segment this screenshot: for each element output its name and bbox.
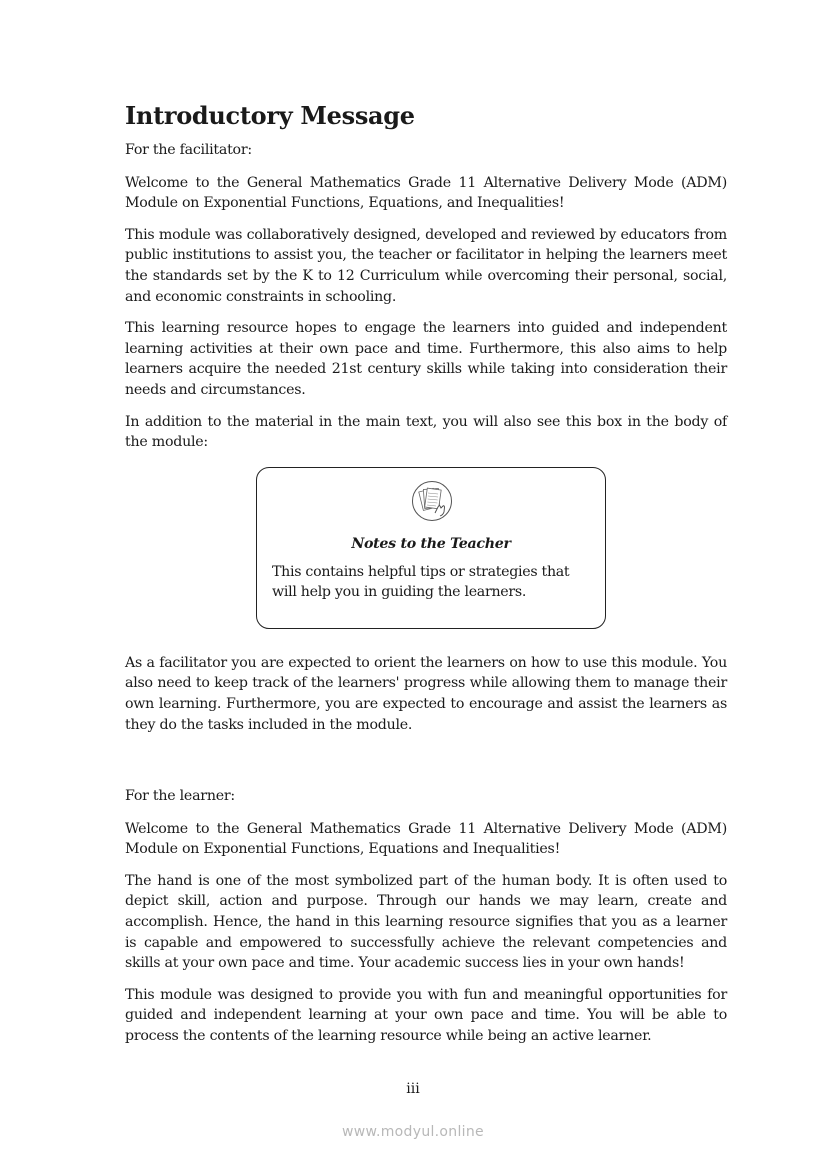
facilitator-paragraph-2: This module was collaboratively designed, developed and reviewed by educators from public institutions to assist you, the teacher or facilitator in helping the learners meet the standards set by the K to 12 Curriculum while overcoming their personal, social, and economic constraints in schooling.: [125, 226, 727, 305]
facilitator-paragraph-5: As a facilitator you are expected to orient the learners on how to use this module. You also need to keep track of the learners' progress while allowing them to manage their own learning. Furthermore, you are expected to encourage and assist the learners as they do the tasks included in the module.: [125, 654, 727, 733]
notes-box-text: This contains helpful tips or strategies that will help you in guiding the learners.: [272, 563, 570, 601]
page-title: Introductory Message: [125, 101, 415, 130]
learner-heading: For the learner:: [125, 788, 235, 805]
facilitator-paragraph-3: This learning resource hopes to engage the learners into guided and independent learning activities at their own pace and time. Furthermore, this also aims to help learners acquire the needed 21st century skills while taking into consideration their needs and circumstances.: [125, 320, 727, 398]
notes-to-teacher-box: [256, 467, 606, 629]
facilitator-paragraph-1: Welcome to the General Mathematics Grade 11 Alternative Delivery Mode (ADM) Module on Exponential Functions, Equations, and Inequalities!: [125, 174, 727, 212]
notes-hand-icon: [411, 480, 453, 522]
notes-box-title: Notes to the Teacher: [351, 535, 511, 552]
learner-paragraph-3: This module was designed to provide you with fun and meaningful opportunities for guided and independent learning at your own pace and time. You will be able to process the contents of the learning resource while being an active learner.: [125, 986, 727, 1045]
facilitator-paragraph-4: In addition to the material in the main text, you will also see this box in the body of the module:: [125, 413, 727, 451]
document-page: [125, 100, 727, 1058]
learner-paragraph-1: Welcome to the General Mathematics Grade 11 Alternative Delivery Mode (ADM) Module on Exponential Functions, Equations and Inequalities!: [125, 820, 727, 858]
facilitator-heading: For the facilitator:: [125, 142, 252, 158]
page-number: iii: [406, 1081, 420, 1097]
watermark: www.modyul.online: [342, 1124, 484, 1140]
learner-paragraph-2: The hand is one of the most symbolized part of the human body. It is often used to depict skill, action and purpose. Through our hands we may learn, create and accomplish. Hence, the hand in this learning resource signifies that you as a learner is capable and empowered to successfully achieve the relevant competencies and skills at your own pace and time. Your academic success lies in your own hands!: [125, 872, 727, 972]
